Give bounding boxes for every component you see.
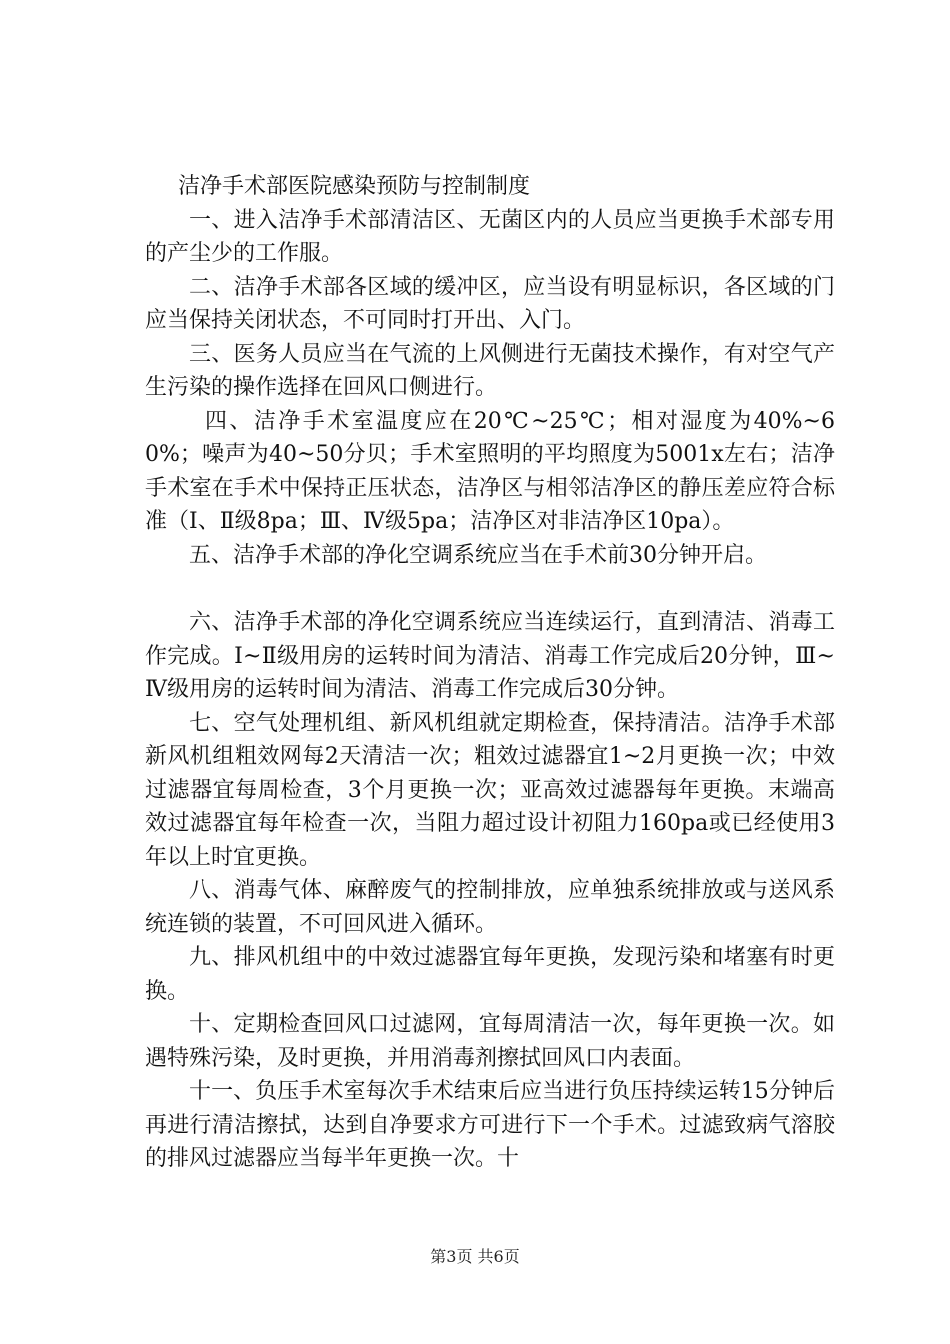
paragraph-4: 四、洁净手术室温度应在20℃~25℃；相对湿度为40%~60%；噪声为40~50分贝；手术室照明的平均照度为5001x左右；洁净手术室在手术中保持正压状态，洁净区与相邻洁净区的静压差应符合标准（Ⅰ、Ⅱ级8pa；Ⅲ、Ⅳ级5pa；洁净区对非洁净区10pa）。 bbox=[145, 408, 835, 534]
document-title: 洁净手术部医院感染预防与控制制度 bbox=[178, 174, 531, 199]
paragraph-9: 九、排风机组中的中效过滤器宜每年更换，发现污染和堵塞有时更换。 bbox=[145, 945, 835, 1004]
paragraph-7: 七、空气处理机组、新风机组就定期检查，保持清洁。洁净手术部新风机组粗效网每2天清洁一次；粗效过滤器宜1~2月更换一次；中效过滤器宜每周检查，3个月更换一次；亚高效过滤器每年更换。末端高效过滤器宜每年检查一次，当阻力超过设计初阻力160pa或已经使用3年以上时宜更换。 bbox=[145, 710, 835, 870]
paragraph-6: 六、洁净手术部的净化空调系统应当连续运行，直到清洁、消毒工作完成。Ⅰ~Ⅱ级用房的运转时间为清洁、消毒工作完成后20分钟，Ⅲ~Ⅳ级用房的运转时间为清洁、消毒工作完成后30分钟。 bbox=[145, 610, 835, 702]
paragraph-3: 三、医务人员应当在气流的上风侧进行无菌技术操作，有对空气产生污染的操作选择在回风口侧进行。 bbox=[145, 341, 835, 400]
paragraph-2: 二、洁净手术部各区域的缓冲区，应当设有明显标识，各区域的门应当保持关闭状态，不可同时打开出、入门。 bbox=[145, 274, 835, 333]
paragraph-1: 一、进入洁净手术部清洁区、无菌区内的人员应当更换手术部专用的产尘少的工作服。 bbox=[145, 207, 835, 266]
document-body bbox=[145, 170, 835, 1176]
paragraph-10: 十、定期检查回风口过滤网，宜每周清洁一次，每年更换一次。如遇特殊污染，及时更换，并用消毒剂擦拭回风口内表面。 bbox=[145, 1012, 835, 1071]
paragraph-11: 十一、负压手术室每次手术结束后应当进行负压持续运转15分钟后再进行清洁擦拭，达到自净要求方可进行下一个手术。过滤致病气溶胶的排风过滤器应当每半年更换一次。十 bbox=[145, 1079, 835, 1171]
paragraph-5: 五、洁净手术部的净化空调系统应当在手术前30分钟开启。 bbox=[189, 542, 767, 568]
page-footer: 第3页 共6页 bbox=[430, 1247, 520, 1266]
paragraph-8: 八、消毒气体、麻醉废气的控制排放，应单独系统排放或与送风系统连锁的装置，不可回风进入循环。 bbox=[145, 878, 835, 937]
